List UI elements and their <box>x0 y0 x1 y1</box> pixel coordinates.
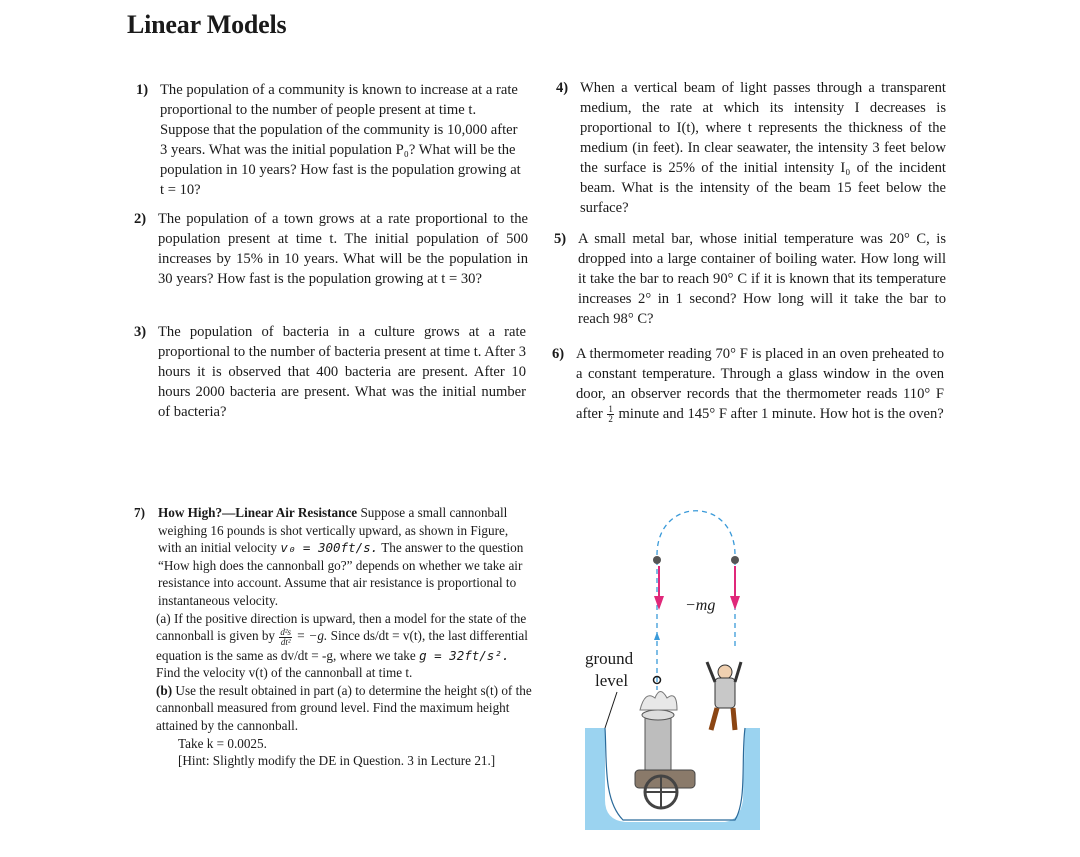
part-b-text: Use the result obtained in part (a) to determine the height s(t) of the cannonball measured from ground level. Find the maximum height attained by the cannonball. <box>156 682 532 733</box>
problem-text <box>158 504 534 770</box>
take-k: Take k = 0.0025. <box>178 735 267 751</box>
ground-pointer <box>605 692 617 728</box>
problem-1 <box>136 80 528 200</box>
hint: [Hint: Slightly modify the DE in Question. 3 in Lecture 21.] <box>178 753 496 769</box>
eq-denominator: dt² <box>280 636 291 647</box>
cannon-muzzle <box>642 710 674 720</box>
second-derivative <box>279 628 292 647</box>
cannonball-figure <box>585 500 765 830</box>
page-title: Linear Models <box>127 10 287 39</box>
problem-5 <box>554 229 946 329</box>
gravity-arrowhead-left <box>654 596 664 610</box>
problem-7-heading: How High?—Linear Air Resistance <box>158 505 358 520</box>
problem-number: 1) <box>136 82 149 98</box>
part-b-label: (b) <box>156 682 173 698</box>
problem-number: 3) <box>134 324 147 340</box>
part-b <box>156 682 534 770</box>
problem-6-text-b: minute and 145° F after 1 minute. How hot is the oven? <box>618 406 944 422</box>
observer-figure <box>707 662 741 730</box>
half-fraction <box>607 405 614 424</box>
cannonball-up <box>653 556 661 564</box>
problem-7-intro-a: Suppose a small cannonball weighing 16 pounds is shot vertically upward, as shown in Figure, with an initial velocity <box>158 505 509 556</box>
fraction-numerator: 1 <box>608 404 613 415</box>
problem-text: The population of a town grows at a rate proportional to the population present at time t. The initial population of 500 increases by 15% in 10 years. What will be the population in 30 years? How fast is the population growing at t = 30? <box>158 211 528 287</box>
problem-6-text-a: A thermometer reading 70° F is placed in an oven preheated to a constant temperature. Through a glass window in the oven door, an observer records that the thermometer reads 110° F after <box>576 346 944 422</box>
problem-number: 4) <box>556 80 569 96</box>
gravity-arrowhead-right <box>730 596 740 610</box>
eq-numerator: d²s <box>280 626 292 637</box>
trajectory-path <box>657 511 735 555</box>
problem-7 <box>134 504 534 770</box>
part-a-text-3: Find the velocity v(t) of the cannonball at time t. <box>156 665 413 681</box>
part-a-text-2: Since ds/dt = v(t), the last differential equation is the same as dv/dt = -g, where we take <box>156 628 528 663</box>
problem-2 <box>134 209 528 289</box>
problem-7-intro-b: The answer to the question “How high does the cannonball go?” depends on whether we take air resistance into account. Assume that air resistance is proportional to instantaneous velocity. <box>158 540 524 608</box>
eq-rhs: = −g. <box>296 628 328 644</box>
problem-text: The population of a community is known to increase at a rate proportional to the number of people present at time t. Suppose that the population of the community is 10,000 after 3 years. What was the initial population P₀? What will be the population in 10 years? How fast is the population growing at t = 10? <box>160 82 521 198</box>
problem-text: The population of bacteria in a culture grows at a rate proportional to the number of bacteria present at time t. After 3 hours it is observed that 400 bacteria are present. After 10 hours 2000 bacteria are present. What was the initial number of bacteria? <box>158 324 526 420</box>
problem-number: 7) <box>134 505 145 520</box>
upward-arrowhead <box>654 632 660 640</box>
part-a-text-1: If the positive direction is upward, then a model for the state of the cannonball is given by <box>156 610 527 644</box>
initial-velocity: v₀ = 300ft/s. <box>280 540 379 556</box>
part-a-label: (a) <box>156 610 171 626</box>
muzzle-smoke <box>640 692 677 711</box>
ground-label-2: level <box>595 671 629 690</box>
cannon-carriage <box>635 770 695 788</box>
part-a <box>156 610 534 682</box>
problem-6 <box>552 344 944 424</box>
problem-text: When a vertical beam of light passes through a transparent medium, the rate at which its intensity I decreases is proportional to I(t), where t represents the thickness of the medium (in feet). In clear seawater, the intensity 3 feet below the surface is 25% of the initial intensity I₀ of the incident beam. What is the intensity of the beam 15 feet below the surface? <box>580 80 946 216</box>
fraction-denominator: 2 <box>608 414 613 425</box>
problem-number: 2) <box>134 211 147 227</box>
cannonball-down <box>731 556 739 564</box>
problem-text <box>576 344 944 424</box>
problem-number: 6) <box>552 346 565 362</box>
problem-number: 5) <box>554 231 567 247</box>
ground-label-1: ground <box>585 649 634 668</box>
force-label: −mg <box>685 597 716 614</box>
problem-4 <box>556 78 946 218</box>
gravity-value: g = 32ft/s². <box>419 647 510 663</box>
problem-text: A small metal bar, whose initial temperature was 20° C, is dropped into a large container of boiling water. How long will it take the bar to reach 90° C if it is known that its temperature increases 2° in 1 second? How long will it take the bar to reach 98° C? <box>578 231 946 327</box>
cannon-barrel <box>645 715 671 775</box>
problem-3 <box>134 322 526 422</box>
